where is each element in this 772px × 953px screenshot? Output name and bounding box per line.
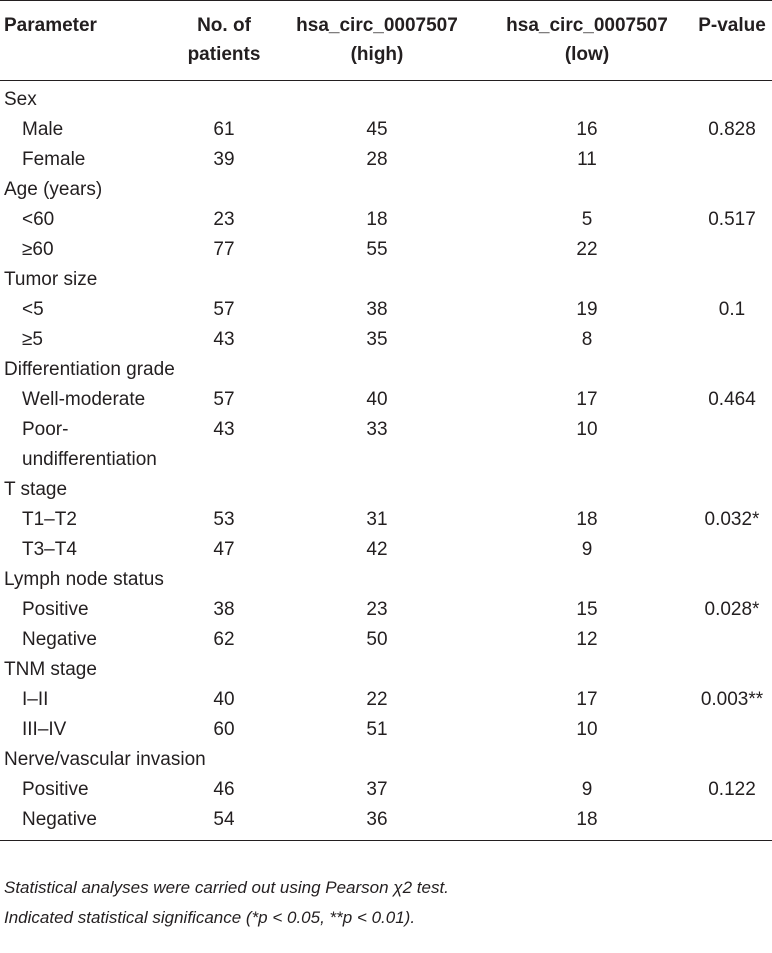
table-row: [0, 415, 772, 475]
cell-high: 35: [366, 329, 388, 350]
cell-high: 50: [366, 629, 388, 650]
cell-low: 5: [581, 209, 593, 230]
header-low-expression: hsa_circ_0007507 (low): [482, 1, 692, 81]
header-no-of-patients: No. of patients: [176, 1, 272, 81]
cell-p-value: [692, 715, 772, 745]
table-body: [0, 81, 772, 841]
cell-parameter: III–IV: [22, 719, 67, 740]
cell-parameter: <60: [22, 209, 55, 230]
cell-parameter: Positive: [22, 779, 89, 800]
group-row: [0, 475, 772, 505]
cell-patients: 38: [213, 599, 235, 620]
cell-high: 18: [366, 209, 388, 230]
cell-low: 12: [576, 629, 598, 650]
cell-low: 8: [581, 329, 593, 350]
cell-high: 55: [366, 239, 388, 260]
cell-patients: 57: [213, 389, 235, 410]
cell-patients: 77: [213, 239, 235, 260]
cell-p-value: [692, 535, 772, 565]
cell-high: 38: [366, 299, 388, 320]
cell-low: 11: [577, 149, 597, 170]
table-row: [0, 235, 772, 265]
cell-parameter: Negative: [0, 805, 176, 841]
cell-parameter: T3–T4: [22, 539, 77, 560]
cell-high: 37: [366, 779, 388, 800]
cell-parameter: ≥5: [22, 329, 43, 350]
group-row: [0, 355, 772, 385]
group-row: [0, 745, 772, 775]
cell-p-value: 0.1: [718, 299, 746, 320]
cell-p-value: 0.032*: [704, 509, 760, 530]
group-label: Sex: [4, 89, 37, 110]
group-label: Age (years): [4, 179, 103, 200]
cell-parameter: Negative: [22, 629, 97, 650]
table-row: [0, 145, 772, 175]
table-row: [0, 535, 772, 565]
cell-parameter: ≥60: [22, 239, 54, 260]
group-row: [0, 175, 772, 205]
cell-low: 18: [576, 509, 598, 530]
table-row: [0, 715, 772, 745]
table-row: [0, 625, 772, 655]
footnote-test: Statistical analyses were carried out using Pearson χ2 test.: [4, 878, 449, 897]
group-label: T stage: [4, 479, 68, 500]
cell-high: 40: [366, 389, 388, 410]
cell-low: 16: [576, 119, 598, 140]
table-row: [0, 325, 772, 355]
cell-patients: 57: [213, 299, 235, 320]
cell-patients: 39: [213, 149, 235, 170]
group-row: [0, 655, 772, 685]
footnote-significance: Indicated statistical significance (*p < 0.05, **p < 0.01).: [4, 908, 416, 927]
group-row: [0, 81, 772, 116]
cell-parameter: Well-moderate: [22, 389, 146, 410]
cell-p-value: [692, 625, 772, 655]
group-row: [0, 565, 772, 595]
cell-p-value: 0.003**: [700, 689, 764, 710]
cell-high: 51: [366, 719, 388, 740]
group-label: Differentiation grade: [4, 359, 175, 380]
cell-patients: 23: [213, 209, 235, 230]
cell-parameter: I–II: [22, 689, 49, 710]
table-row: [0, 775, 772, 805]
cell-patients: 43: [213, 419, 235, 440]
cell-patients: 46: [213, 779, 235, 800]
group-label: Nerve/vascular invasion: [4, 749, 206, 770]
cell-p-value: 0.464: [708, 389, 756, 410]
cell-high: 42: [366, 539, 388, 560]
cell-parameter: Positive: [22, 599, 89, 620]
table-row: [0, 685, 772, 715]
group-row: [0, 265, 772, 295]
cell-p-value: [692, 415, 772, 475]
cell-high: 28: [366, 149, 388, 170]
cell-low: 10: [576, 719, 598, 740]
cell-parameter: Male: [22, 119, 64, 140]
cell-patients: 61: [213, 119, 235, 140]
table-row: [0, 805, 772, 841]
cell-high: 23: [366, 599, 388, 620]
cell-parameter: <5: [22, 299, 44, 320]
group-label: TNM stage: [4, 659, 97, 680]
cell-patients: 43: [213, 329, 235, 350]
cell-p-value: 0.122: [708, 779, 756, 800]
group-label: Tumor size: [4, 269, 98, 290]
cell-low: 9: [581, 779, 593, 800]
cell-high: 33: [366, 419, 388, 440]
table-row: [0, 595, 772, 625]
cell-p-value: 0.828: [708, 119, 756, 140]
cell-p-value: [692, 235, 772, 265]
cell-p-value: [692, 145, 772, 175]
cell-patients: 47: [213, 539, 235, 560]
cell-low: 19: [576, 299, 598, 320]
cell-p-value: 0.028*: [704, 599, 760, 620]
cell-low: 22: [576, 239, 598, 260]
cell-p-value: 0.517: [708, 209, 756, 230]
cell-high: 31: [366, 509, 388, 530]
table-row: [0, 205, 772, 235]
table-row: [0, 505, 772, 535]
cell-parameter: T1–T2: [22, 509, 77, 530]
table-row: [0, 115, 772, 145]
cell-p-value: [692, 805, 772, 841]
cell-patients: 62: [213, 629, 235, 650]
table-footnotes: [4, 873, 449, 933]
cell-high: 45: [366, 119, 388, 140]
cell-low: 17: [576, 689, 598, 710]
cell-parameter: Poor-undifferentiation: [22, 419, 157, 470]
cell-patients: 60: [213, 719, 235, 740]
header-high-expression: hsa_circ_0007507 (high): [272, 1, 482, 81]
header-p-value: P-value: [692, 1, 772, 81]
cell-low: 18: [482, 805, 692, 841]
cell-parameter: Female: [22, 149, 86, 170]
table-row: [0, 295, 772, 325]
cell-low: 10: [576, 419, 598, 440]
cell-patients: 40: [213, 689, 235, 710]
cell-p-value: [692, 325, 772, 355]
cell-high: 36: [272, 805, 482, 841]
cell-patients: 53: [213, 509, 235, 530]
cell-low: 15: [576, 599, 598, 620]
cell-high: 22: [366, 689, 388, 710]
table-row: [0, 385, 772, 415]
cell-low: 9: [581, 539, 593, 560]
header-parameter: Parameter: [0, 1, 176, 81]
cell-low: 17: [576, 389, 598, 410]
group-label: Lymph node status: [4, 569, 164, 590]
table-header: [0, 1, 772, 81]
cell-patients: 54: [176, 805, 272, 841]
